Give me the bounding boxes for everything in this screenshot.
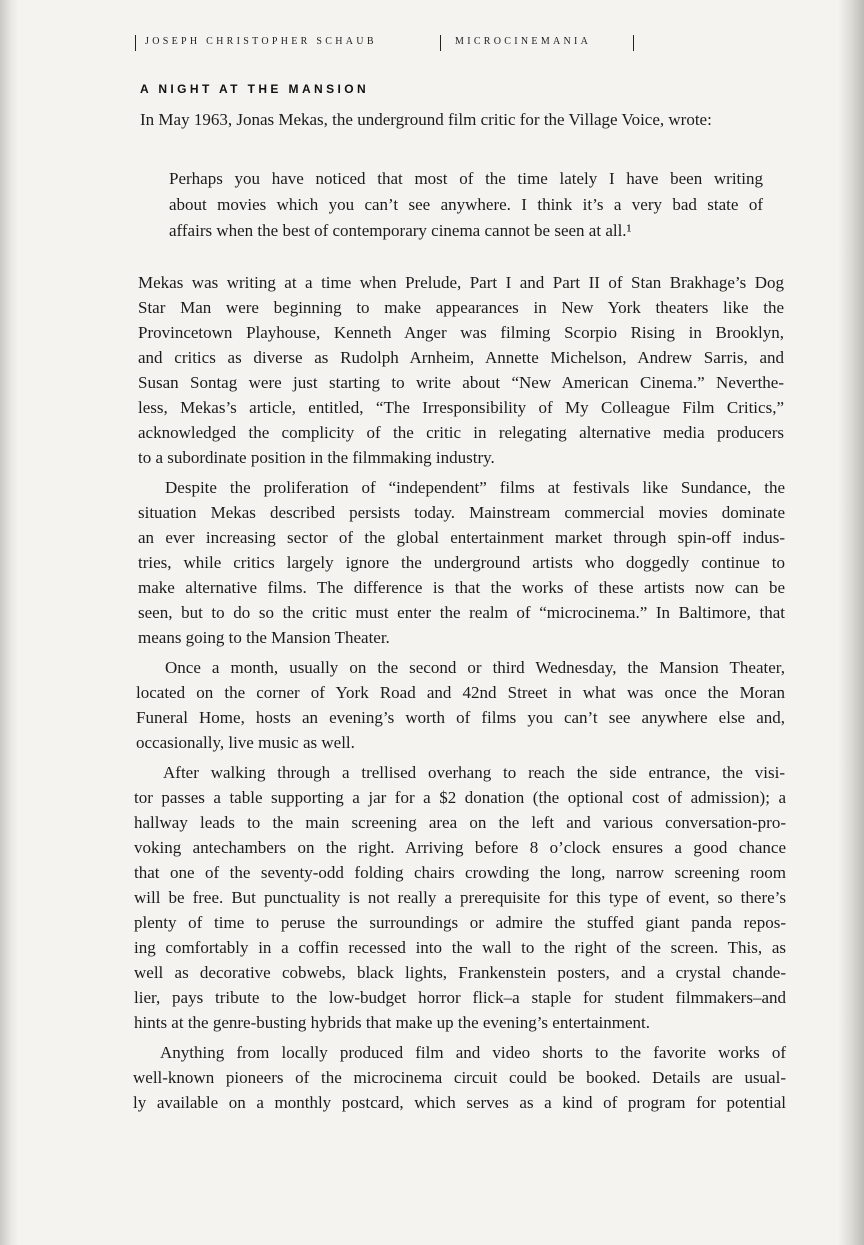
body-line: Provincetown Playhouse, Kenneth Anger was filming Scorpio Rising in Brooklyn, <box>138 323 784 342</box>
body-line: tries, while critics largely ignore the underground artists who doggedly continue to <box>138 553 785 572</box>
body-line: hallway leads to the main screening area on the left and various conversation-pro- <box>134 813 786 832</box>
body-line: Anything from locally produced film and video shorts to the favorite works of <box>160 1043 786 1062</box>
body-line: Despite the proliferation of “independent” films at festivals like Sundance, the <box>165 478 785 497</box>
quote-line: Perhaps you have noticed that most of the time lately I have been writing <box>169 169 763 188</box>
body-line: situation Mekas described persists today. Mainstream commercial movies dominate <box>138 503 785 522</box>
body-line: well-known pioneers of the microcinema circuit could be booked. Details are usual- <box>133 1068 786 1087</box>
body-line: less, Mekas’s article, entitled, “The Irresponsibility of My Colleague Film Critics,” <box>138 398 784 417</box>
body-line: occasionally, live music as well. <box>136 733 355 752</box>
body-line: to a subordinate position in the filmmaking industry. <box>138 448 495 467</box>
body-line: Star Man were beginning to make appearances in New York theaters like the <box>138 298 784 317</box>
body-line: ly available on a monthly postcard, which serves as a kind of program for potential <box>133 1093 786 1112</box>
quote-line: about movies which you can’t see anywhere. I think it’s a very bad state of <box>169 195 763 214</box>
body-line: ing comfortably in a coffin recessed into the wall to the right of the screen. This, as <box>134 938 786 957</box>
running-head-title: MICROCINEMANIA <box>455 36 592 47</box>
quote-line: affairs when the best of contemporary cinema cannot be seen at all.¹ <box>169 221 632 240</box>
body-line: tor passes a table supporting a jar for a $2 donation (the optional cost of admission); a <box>134 788 786 807</box>
body-line: that one of the seventy-odd folding chairs crowding the long, narrow screening room <box>134 863 786 882</box>
body-line: means going to the Mansion Theater. <box>138 628 390 647</box>
running-head-divider <box>440 35 441 51</box>
page-edge-shadow-right <box>838 0 864 1245</box>
body-line: In May 1963, Jonas Mekas, the underground film critic for the Village Voice, wrote: <box>140 110 712 129</box>
running-head-divider <box>135 35 136 51</box>
body-line: an ever increasing sector of the global entertainment market through spin-off indus- <box>138 528 785 547</box>
body-line: lier, pays tribute to the low-budget horror flick–a staple for student filmmakers–and <box>134 988 786 1007</box>
body-line: seen, but to do so the critic must enter the realm of “microcinema.” In Baltimore, that <box>138 603 785 622</box>
body-line: plenty of time to peruse the surroundings or admire the stuffed giant panda repos- <box>134 913 786 932</box>
body-line: will be free. But punctuality is not really a prerequisite for this type of event, so there’s <box>134 888 786 907</box>
page-edge-shadow-left <box>0 0 18 1245</box>
running-head-divider <box>633 35 634 51</box>
body-line: located on the corner of York Road and 42nd Street in what was once the Moran <box>136 683 785 702</box>
body-line: Mekas was writing at a time when Prelude, Part I and Part II of Stan Brakhage’s Dog <box>138 273 784 292</box>
body-line: voking antechambers on the right. Arriving before 8 o’clock ensures a good chance <box>134 838 786 857</box>
body-line: After walking through a trellised overhang to reach the side entrance, the visi- <box>163 763 785 782</box>
body-line: Susan Sontag were just starting to write about “New American Cinema.” Neverthe- <box>138 373 784 392</box>
body-line: and critics as diverse as Rudolph Arnheim, Annette Michelson, Andrew Sarris, and <box>138 348 784 367</box>
body-line: make alternative films. The difference is that the works of these artists now can be <box>138 578 785 597</box>
running-head-author: JOSEPH CHRISTOPHER SCHAUB <box>145 36 377 47</box>
body-line: Once a month, usually on the second or third Wednesday, the Mansion Theater, <box>165 658 785 677</box>
running-head <box>135 33 640 53</box>
section-heading: A NIGHT AT THE MANSION <box>140 82 370 96</box>
body-line: Funeral Home, hosts an evening’s worth of films you can’t see anywhere else and, <box>136 708 785 727</box>
body-line: hints at the genre-busting hybrids that make up the evening’s entertainment. <box>134 1013 651 1032</box>
body-line: well as decorative cobwebs, black lights, Frankenstein posters, and a crystal chande- <box>134 963 786 982</box>
body-line: acknowledged the complicity of the critic in relegating alternative media producers <box>138 423 784 442</box>
